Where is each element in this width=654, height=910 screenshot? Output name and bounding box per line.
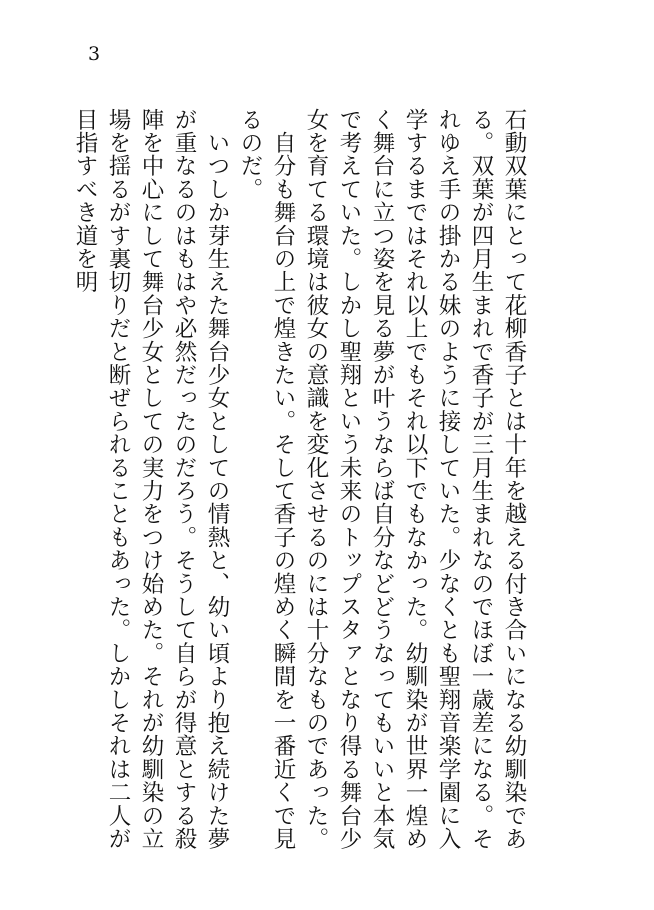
paragraph-3: いつしか芽生えた舞台少女としての情熱と、幼い頃より抱え続けた夢が重なるのはもはや必然だったのだろう。そうして自らが得意とする殺陣を中心にして舞台少女としての実力をつけ始めた。それが幼馴染の立場を揺るがす裏切りだと断ぜられることもあった。しかしそれは二人が目指すべき道を明 — [72, 108, 230, 851]
paragraph-2: 自分も舞台の上で煌きたい。そして香子の煌めく瞬間を一番近くで見るのだ。 — [237, 108, 296, 851]
paragraph-1: 石動双葉にとって花柳香子とは十年を越える付き合いになる幼馴染である。双葉が四月生まれで香子が三月生まれなのでほぼ一歳差になる。それゆえ手の掛かる妹のように接していた。少なくとも聖翔音楽学園に入学するまではそれ以上でもそれ以下でもなかった。幼馴染が世界一煌めく舞台に立つ姿を見る夢が叶うならば自分などどうなってもいいと本気で考えていた。しかし聖翔という未来のトップスタァとなり得る舞台少女を育てる環境は彼女の意識を変化させるのには十分なものであった。 — [303, 108, 527, 851]
vertical-text-body — [72, 108, 530, 868]
page-number: 3 — [88, 43, 101, 65]
